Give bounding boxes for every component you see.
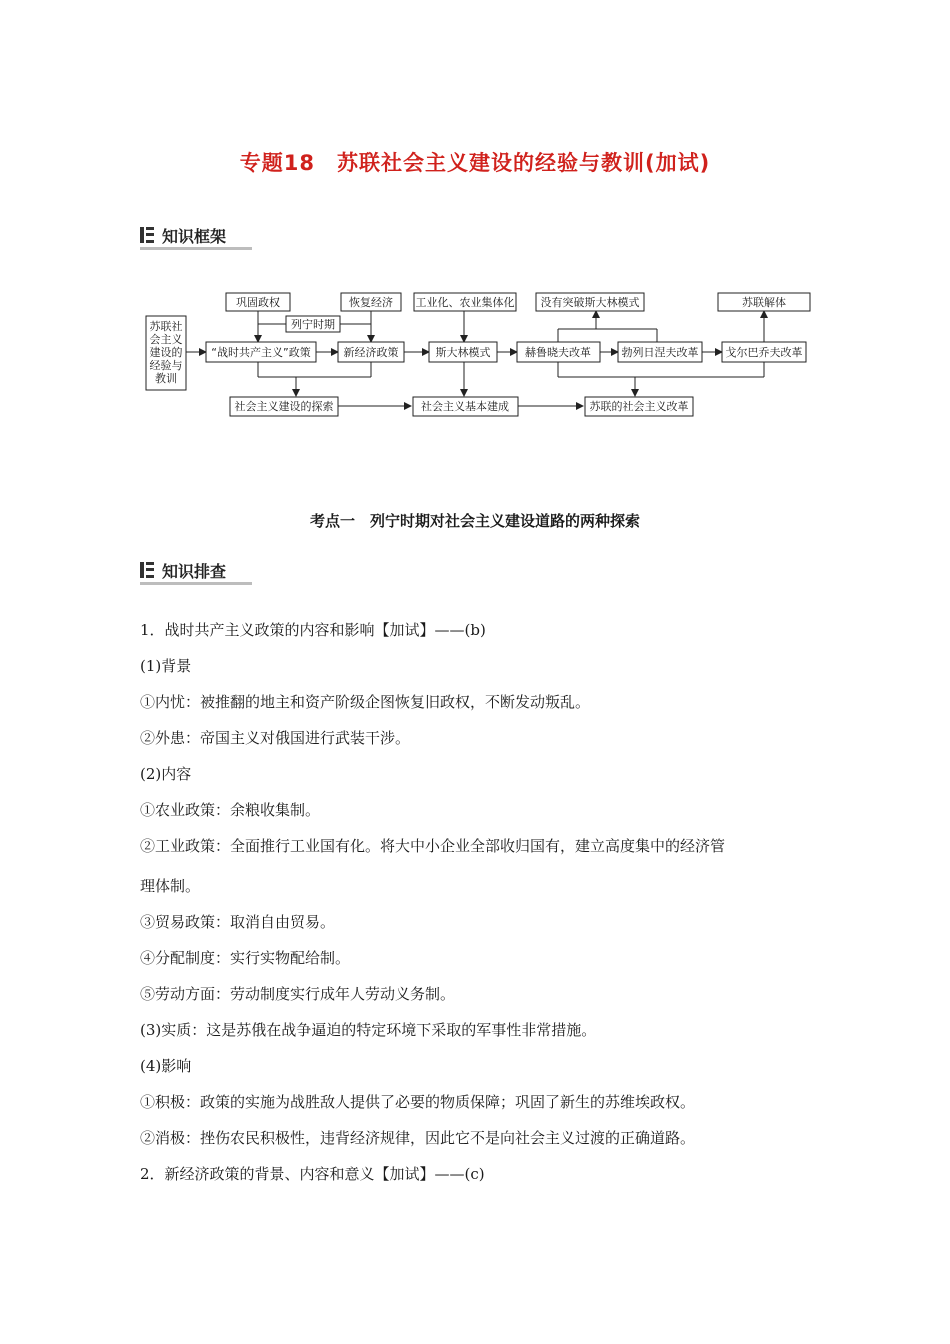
content-line: ⑤劳动方面：劳动制度实行成年人劳动义务制。	[140, 985, 456, 1003]
content-line: 2．新经济政策的背景、内容和意义【加试】——(c)	[140, 1165, 485, 1183]
label-dissolution: 苏联解体	[742, 296, 786, 309]
label-gorbachev: 戈尔巴乔夫改革	[725, 346, 803, 359]
content-line: (3)实质：这是苏俄在战争逼迫的特定环境下采取的军事性非常措施。	[140, 1021, 597, 1039]
section-underline	[140, 582, 252, 585]
content-line: ①内忧：被推翻的地主和资产阶级企图恢复旧政权，不断发动叛乱。	[140, 693, 591, 711]
section-label: 知识框架	[162, 226, 227, 246]
label-restore: 恢复经济	[349, 296, 393, 309]
label-khrushchev: 赫鲁晓夫改革	[525, 346, 591, 359]
label-industrialization: 工业化、农业集体化	[415, 296, 515, 309]
section-marker-icon	[140, 227, 154, 243]
content-line: (1)背景	[140, 657, 192, 675]
label-consolidate: 巩固政权	[236, 296, 280, 309]
content-line: ③贸易政策：取消自由贸易。	[140, 913, 336, 931]
label-stalin-model: 斯大林模式	[435, 346, 491, 359]
section-header-review	[140, 557, 226, 583]
label-basic-construction: 社会主义基本建成	[421, 400, 509, 413]
content-line: ②工业政策：全面推行工业国有化。将大中小企业全部收归国有，建立高度集中的经济管	[140, 837, 726, 855]
label-no-breakthrough: 没有突破斯大林模式	[540, 296, 640, 309]
root-line-3: 建设的	[149, 346, 183, 359]
section-label: 知识排查	[162, 561, 227, 581]
content-line: 理体制。	[140, 877, 201, 895]
section-marker-icon	[140, 562, 154, 578]
topic-heading: 考点一 列宁时期对社会主义建设道路的两种探索	[309, 512, 640, 530]
document-title: 专题18 苏联社会主义建设的经验与教训(加试)	[239, 151, 711, 175]
label-exploration: 社会主义建设的探索	[234, 400, 334, 413]
content-line: ①积极：政策的实施为战胜敌人提供了必要的物质保障；巩固了新生的苏维埃政权。	[140, 1093, 696, 1111]
root-line-4: 经验与	[149, 359, 183, 372]
content-line: (2)内容	[140, 765, 192, 783]
content-line: ①农业政策：余粮收集制。	[140, 801, 321, 819]
root-line-2: 会主义	[149, 333, 183, 346]
knowledge-framework-diagram	[140, 286, 820, 426]
content-line: ②消极：挫伤农民积极性，违背经济规律，因此它不是向社会主义过渡的正确道路。	[140, 1129, 696, 1147]
label-war-communism: “战时共产主义”政策	[211, 346, 311, 359]
label-lenin-period: 列宁时期	[291, 318, 335, 331]
content-line: (4)影响	[140, 1057, 192, 1075]
root-line-5: 教训	[155, 372, 177, 385]
label-nep: 新经济政策	[343, 346, 399, 359]
content-line: ④分配制度：实行实物配给制。	[140, 949, 351, 967]
root-line-1: 苏联社	[149, 320, 183, 333]
content-line: 1．战时共产主义政策的内容和影响【加试】——(b)	[140, 621, 486, 639]
section-header-framework	[140, 222, 226, 248]
label-reform: 苏联的社会主义改革	[589, 400, 689, 413]
content-line: ②外患：帝国主义对俄国进行武装干涉。	[140, 729, 411, 747]
section-underline	[140, 247, 252, 250]
label-brezhnev: 勃列日涅夫改革	[621, 346, 699, 359]
